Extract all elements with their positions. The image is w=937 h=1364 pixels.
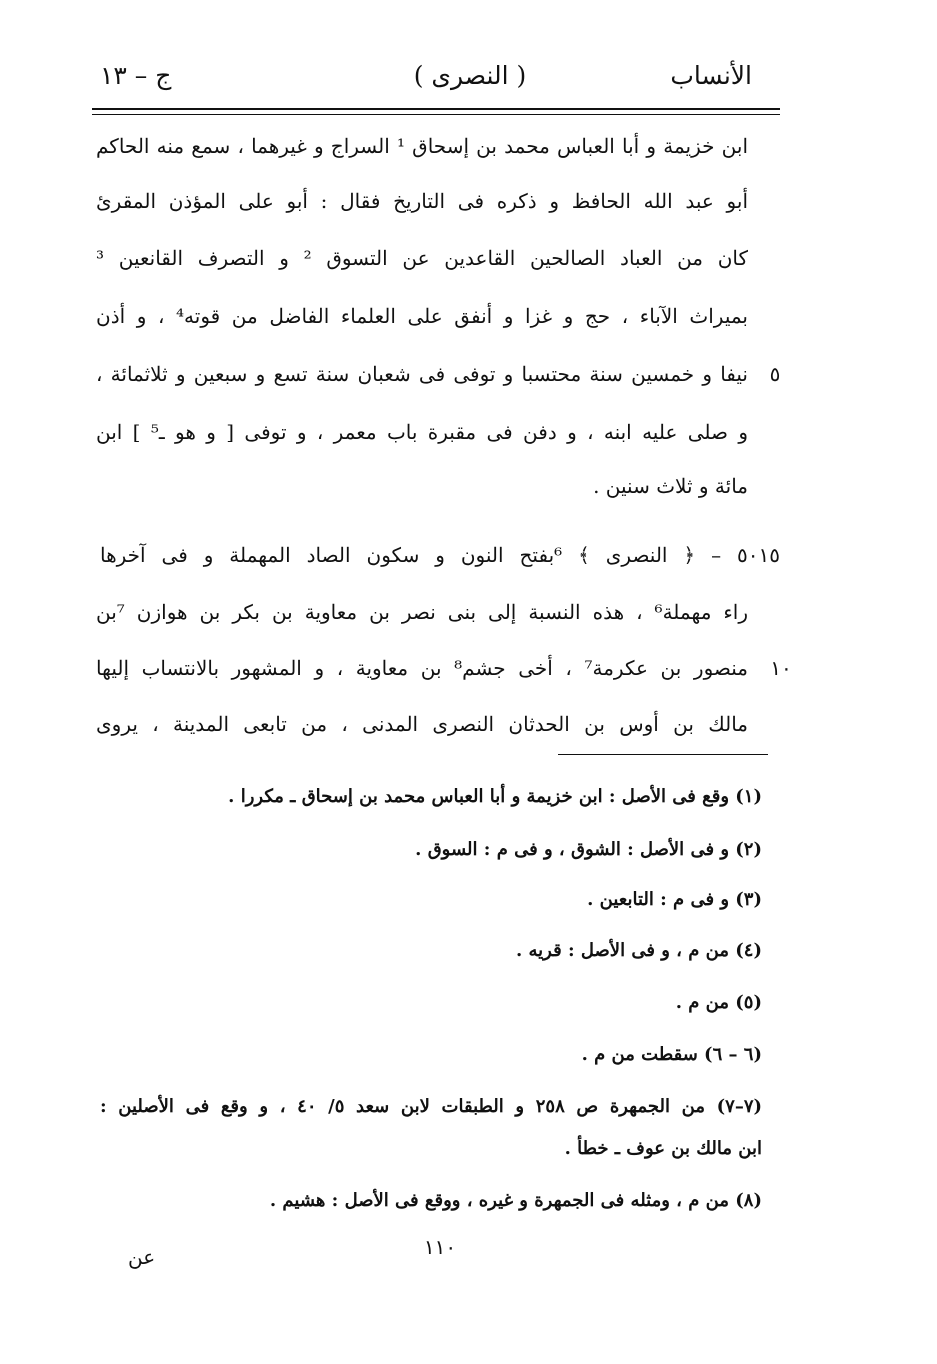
footnote-2: (٢) و فى الأصل : الشوق ، و فى م : السوق . xyxy=(415,839,762,860)
footnote-5: (٥) من م . xyxy=(675,992,762,1013)
page-title: ( النصرى ) xyxy=(413,61,527,90)
body-line-1: ابن خزيمة و أبا العباس محمد بن إسحاق ¹ السراج و غيرهما ، سمع منه الحاكم xyxy=(96,134,748,158)
body-line-2: أبو عبد الله الحافظ و ذكره فى التاريخ فقال : أبو على المؤذن المقرئ xyxy=(96,189,748,213)
body-line-7: مائة و ثلاث سنين . xyxy=(593,474,748,498)
body-line-3: كان من العباد الصالحين القاعدين عن التسوق ² و التصرف القانعين ³ xyxy=(96,246,748,270)
footnote-6: (٦ – ٦) سقطت من م . xyxy=(581,1044,762,1065)
footnote-separator xyxy=(558,754,768,755)
book-title: الأنساب xyxy=(670,61,752,90)
footnote-4: (٤) من م ، و فى الأصل : قريه . xyxy=(515,940,762,961)
footnote-1: (١) وقع فى الأصل : ابن خزيمة و أبا العباس محمد بن إسحاق ـ مكررا . xyxy=(228,786,762,807)
margin-line-number-10: ١٠ xyxy=(770,656,792,680)
entry-heading-line: ٥٠١٥ – ﴿ النصرى ﴾ ⁶بفتح النون و سكون الصاد المهملة و فى آخرها xyxy=(100,543,780,567)
header-rule-thick xyxy=(92,108,780,110)
header-rule-thin xyxy=(92,114,780,115)
footnote-7-continued: ابن مالك بن عوف ـ خطأ . xyxy=(564,1138,762,1159)
body-line-11: مالك بن أوس بن الحدثان النصرى المدنى ، من تابعى المدينة ، يروى xyxy=(96,712,748,736)
footnote-7: (٧–٧) من الجمهرة ص ٢٥٨ و الطبقات لابن سعد ٥/ ٤٠ ، و وقع فى الأصلين : xyxy=(100,1096,763,1117)
page-number: ١١٠ xyxy=(423,1235,457,1259)
body-line-10: منصور بن عكرمة⁷ ، أخى جشم⁸ بن معاوية ، و المشهور بالانتساب إليها xyxy=(96,656,748,680)
margin-line-number-5: ٥ xyxy=(769,362,781,386)
body-line-4: بميراث الآباء ، حج و غزا و أنفق على العلماء الفاضل من قوته⁴ ، و أذن xyxy=(96,304,748,328)
footnote-8: (٨) من م ، ومثله فى الجمهرة و غيره ، ووقع فى الأصل : هشيم . xyxy=(269,1190,762,1211)
volume-number: ج – ١٣ xyxy=(100,61,172,90)
body-line-6: و صلى عليه ابنه ، و دفن فى مقبرة باب معمر ، و توفى [ و هو ـ⁵ ] ابن xyxy=(96,420,748,444)
footnote-3: (٣) و فى م : التابعين . xyxy=(587,889,762,910)
body-line-9: راء مهملة⁶ ، هذه النسبة إلى بنى نصر بن معاوية بن بكر بن هوازن ⁷بن xyxy=(96,600,748,624)
body-line-5: نيفا و خمسين سنة محتسبا و توفى فى شعبان سنة تسع و سبعين و ثلاثمائة ، xyxy=(96,362,748,386)
catchword: عن xyxy=(128,1245,156,1269)
